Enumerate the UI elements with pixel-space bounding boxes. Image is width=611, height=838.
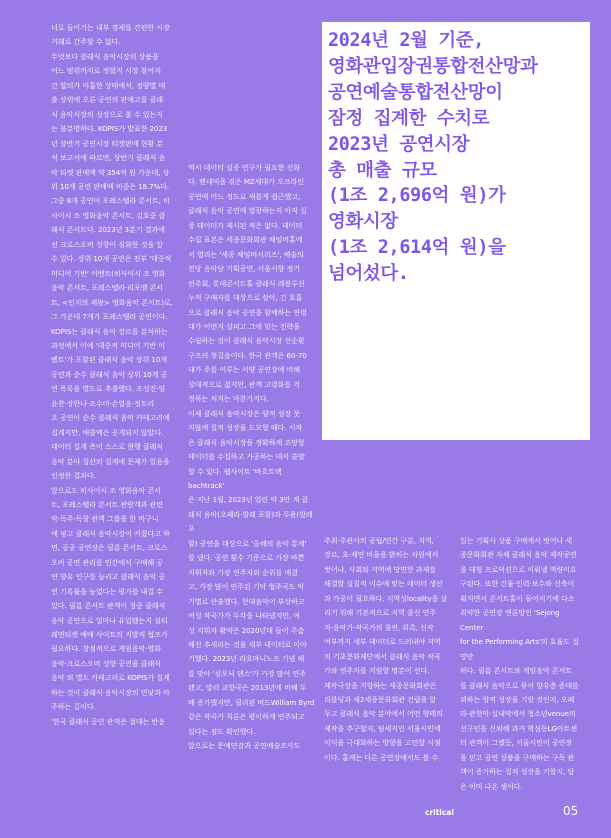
- pull-quote-text: 2024년 2월 기준, 영화관입장권통합전산망과 공연예술통합전산망이 잠정 집계한 수치로 2023년 공연시장 총 매출 규모 (1조 2,696억 원)가 영화시장 (1조 2,614억 원)을 넘어섰다.: [328, 30, 538, 285]
- body-text-column-1: 너로 들이기는 내부 경제를 간편한 시장 거래로 간주할 수 없다. 무엇보다 클래식 음악시장의 상품을 어느 범위까지로 정할지 시장 참여자 간 합의가 미흡한 상태에서, 정량별 매 출 상위에 오른 공연의 판매고를 클래 식 음악시장의 성장으로 볼 수 있는지 는 불분명하다. KOPIS가 발표한 2023 년 상반기 공연시장 티켓판매 현황 분 석 보고서에 따르면, 상반기 클래식 음 악 티켓 판매액 약 354억 원 가운데, 상 위 10개 공연 판매액 비중은 18.7%다. 그중 8개 공연이 포레스텔라 콘서트, 히 사이시 조 영화음악 콘서트, 김호중 클 래식 콘서트다. 2023년 3분기 결과에 선 크로스오버 성향이 심화한 것을 알 수 있다. 상위 10개 공연은 전부 '대중적 미디어 기반' 이벤트(히사이시 조 영화 음악 콘서트, 포레스텔라·리포엠 콘서 트, <인지의 제왕> 영화음악 콘서트)로, 그 가운데 7개가 포레스텔라 공연이다. KOPIS는 클래식 음악 장르를 분석하는 과정에서 이에 '대중적 미디어 기반 이 벤트'가 포함된 클래식 음악 상위 10개 공연과 순수 클래식 음악 상위 10개 공 연 목록을 별도로 추출했다. 조성진·임 윤찬·장한나·조수미·손열음·정트리 오 공연이 순수 클래식 음악 카테고리에 집계지만, 매출액은 공개되지 않았다. 데이터 집계 측이 스스로 현행 클래식 음악 분야 집산의 집계에 문제가 있음을 인정한 결과다. 앞으로도 히사이시 조 영화음악 콘서 트, 포레스텔라 콘서트 관람객과 관련 악·독주·독창 관객 그룹을 한 바구니 에 넣고 클래식 음악시장이 커졌다고 하 면, 공공 공연장은 필름 콘서트, 크로스 오버 공연 관리를 민간에서 구매해 공 연 향유 인구를 늘리고 클래식 음악 공 연 기록률을 높였다는 평가를 내걸 수 있다. 필름 콘서트 관객이 청중 클래식 음악 공연으로 얼마나 유입됐는지 실티 레면티켓 예매 사이트의 지발적 협조가 필요하다. 장점적으로 게임음악·영화 음악·크로스오버 성향 공연을 클래식 음악 외 별도 카테고리로 KOPIS가 집계 하는 것이 클래식 음악시장의 민낯과 마 주하는 길이다. '한국 클래식 공연 관객은 절대는 반응: [51, 23, 173, 726]
- page-number: 05: [563, 804, 579, 818]
- body-text-column-2: 역시 데이터 실증 연구가 필요한 신화 다. 팬데믹을 겪은 MZ세대가 오프라인 공연에 어느 정도로 새롭게 접근했고, 클래식 음악 공연에 열광하는지 아직 실 증 데이터가 제시된 적은 없다. 데이터 수집 표본은 세종문화회관 체임버홀에 서 열리는 '세종 체임버시리즈', 예술의 전당 음악당 기획공연, 서울시향 정기 연주회, 롯데콘서트홀 클래식 레볼루션 누적 구매자를 대상으로 삼아, 긴 호흡 으로 클래식 음악 공연을 함께하는 연령 대가 어떤지 살피고 그에 맞는 전략을 수립하는 것이 클래식 음악시장 선순환 구조의 첫걸음이다. 한국 관객은 60-70 대가 주를 이루는 서양 공연장에 비해 상대적으로 젊지만, 관객 고령화를 걱 정하는 처지는 마찬가지다. 이제 클래식 음악시장은 양적 성장 못 지않게 질적 성장을 도모할 때다. 시작 은 클래식 음악시장을 정확하게 조망할 데이터를 수집하고 가공하는 데서 출발 할 수 있다. 웹사이트 '바흐트랙bachtrack' 은 지난 1월, 2023년 열린 약 3만 개 클 래식 음악(오페라·발레 포함)과 무용(발레 포 함) 공연을 대상으로 '올해의 음악 통계' 를 냈다. 공연 횟수 기준으로 가장 바쁜 지휘자와 가장 연주자와 순위를 매겼 고, 가장 많이 연주된 기악 협주곡도 악 기별로 산출했다. 현대음악이 부상하고 여성 작곡가가 두각을 나타냈지만, 여 성 지휘자 활약은 2020년대 들어 주춤 해진 추세라는 것을 세부 데이터로 이야 기했다. 2023년 라흐마니노프 기념 해 를 맞아 '심포닉 댄스'가 가장 많이 연주 됐고, 말러 교향곡은 2013년에 비해 두 배 증가했지만, 필리핀 버드William Byrd 같은 작곡가 칙론은 평이하게 연주되고 있다는 점도 확인했다. 앞으로는 문예연감과 공연예술조사도: [188, 163, 315, 751]
- body-text-column-4: 있는 기획사 상품 구매에서 벗어나 세 종문화회관 자체 클래식 음악 제작공연 을 대형 프로덕션으로 이뤄낼 역량이요 구된다. 또한 건물·인력·보수와 신축이 뤄지면서 콘서트홀이 들어서기에 다소 취약한 공연장 엔론망인 'Sejong Center for the Performing Arts'의 효율도 실망만 하다. 필름 콘서트와 게임음악 콘서트 를 클래식 음악으로 묶어 향유층 증대를 꾀하는 양적 성장을 기할 것인지, 오페 라·관현악·실내악에서 청소년venue의 선구인을 신뢰해 과거 혁심동LG아트센 터 관객이 그랬듯, 서울시민이 공연장 을 믿고 공연 상품을 구매하는 구독 관 객이 증가하는 질적 성장을 기할지, 답 은 이미 나온 셈이다.: [460, 536, 579, 791]
- body-text-column-3: 주최·주관사의 공립/민간 구분, 지역, 장르, 초·재연 비율을 밝히는 차원에서 벗어나, 사회와 지역에 당면한 과제를 해결할 실질적 이슈에 맞는 데이터 생산 과 가공이 필요하다. 지역성locality을 살 리기 위해 기본적으로 지역 출신 연주 자·음악가·작곡가의 출연, 위촉, 신작 여부까지 세부 데이터로 드러내야 지역 의 기초문화재단에서 클래식 음악 작곡 가와 연주자를 지원할 명분이 선다. 제작극장을 지향하는 세종문화회관은 리블딩과 제2세종문화회관 건립을 앞 두고 클래식 음악 분야에서 어떤 형태의 제작을 추구할지, 팀세지인 서울시민에 이익을 극대화하는 방향을 고민할 시점 이다. 흡게는 다른 공연장에서도 볼 수: [324, 536, 448, 762]
- footer-brand: critical: [425, 808, 454, 817]
